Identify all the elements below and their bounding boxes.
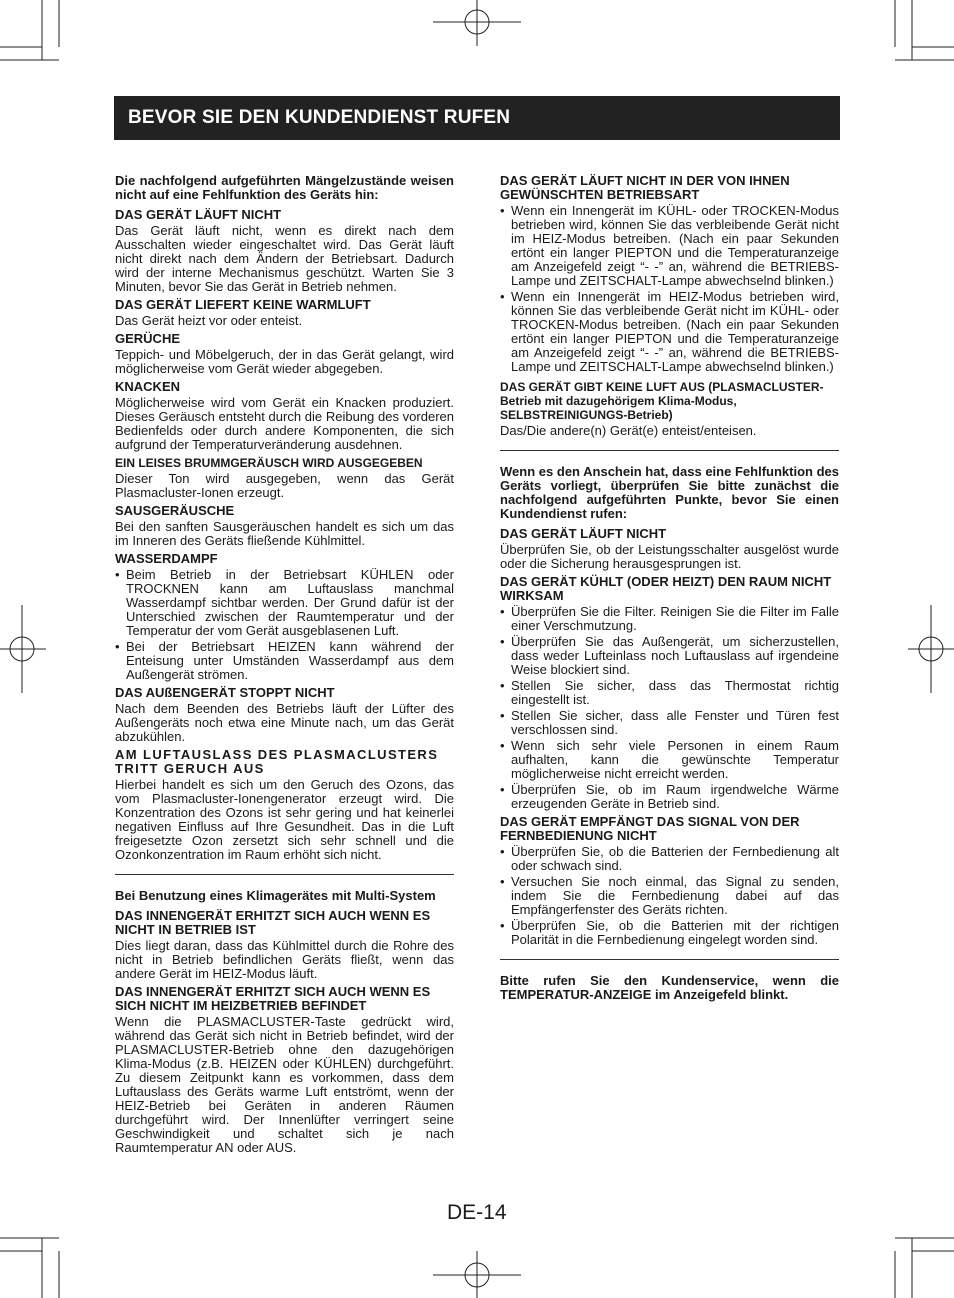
heading-outdoor-unit: DAS AUßENGERÄT STOPPT NICHT [115, 685, 335, 700]
list-item: • Überprüfen Sie, ob die Batterien mit der richtigen Polarität in die Fernbedienung eingelegt worden sind. [500, 919, 839, 947]
heading-not-running: DAS GERÄT LÄUFT NICHT [115, 207, 282, 222]
divider [115, 874, 454, 875]
list-item: • Versuchen Sie noch einmal, das Signal zu senden, indem Sie die Fernbedienung dabei auf das Empfängerfenster des Geräts richten. [500, 875, 839, 917]
list-item: • Überprüfen Sie die Filter. Reinigen Sie die Filter im Falle einer Verschmutzung. [500, 605, 839, 633]
heading-not-effective: DAS GERÄT KÜHLT (ODER HEIZT) DEN RAUM NICHT WIRKSAM [500, 574, 832, 603]
text-no-air: Das/Die andere(n) Gerät(e) enteist/enteisen. [500, 423, 757, 438]
list-item: • Wenn ein Innengerät im KÜHL- oder TROCKEN-Modus betrieben wird, können Sie das verbleibende Gerät nicht im HEIZ-Modus betreiben. (Nach ein paar Sekunden ertönt ein langer PIEPTON und die Temperaturanzeige am Anzeigefeld zeigt “- -” an, während die BETRIEBS-Lampe und ZEITSCHALT-Lampe abwechselnd blinken.) [500, 204, 839, 288]
not-effective-list [500, 605, 839, 811]
heading-wrong-mode: DAS GERÄT LÄUFT NICHT IN DER VON IHNEN GEWÜNSCHTEN BETRIEBSART [500, 173, 790, 202]
vapor-list [115, 568, 454, 682]
check-intro: Wenn es den Anschein hat, dass eine Fehlfunktion des Geräts vorliegt, überprüfen Sie bitte zunächst die nachfolgend aufgeführten Punkte, bevor Sie einen Kundendienst rufen: [500, 464, 839, 521]
text-odors: Teppich- und Möbelgeruch, der in das Gerät gelangt, wird möglicherweise vom Gerät wieder abgegeben. [115, 347, 454, 376]
heading-indoor-heats-off: DAS INNENGERÄT ERHITZT SICH AUCH WENN ES NICHT IN BETRIEB IST [115, 908, 431, 937]
heading-hissing: SAUSGERÄUSCHE [115, 503, 235, 518]
text-humming: Dieser Ton wird ausgegeben, wenn das Gerät Plasmacluster-Ionen erzeugt. [115, 471, 454, 500]
list-item: • Wenn ein Innengerät im HEIZ-Modus betrieben wird, können Sie das verbleibende Gerät nicht im KÜHL- oder TROCKEN-Modus betreiben. (Nach ein paar Sekunden ertönt ein langer PIEPTON und die Temperaturanzeige am Anzeigefeld zeigt “- -” an, während die BETRIEBS-Lampe und ZEITSCHALT-Lampe abwechselnd blinken.) [500, 290, 839, 374]
heading-no-warm-air: DAS GERÄT LIEFERT KEINE WARMLUFT [115, 297, 371, 312]
page-title: BEVOR SIE DEN KUNDENDIENST RUFEN [128, 107, 511, 128]
multi-system-intro: Bei Benutzung eines Klimagerätes mit Multi-System [115, 888, 436, 903]
list-item: • Stellen Sie sicher, dass alle Fenster und Türen fest verschlossen sind. [500, 709, 839, 737]
right-column [500, 174, 839, 1008]
intro-text: Die nachfolgend aufgeführten Mängelzustände weisen nicht auf eine Fehlfunktion des Geräts hin: [115, 173, 454, 202]
list-item: • Beim Betrieb in der Betriebsart KÜHLEN oder TROCKNEN kann am Luftauslass manchmal Wasserdampf sichtbar werden. Der Grund dafür ist der Unterschied zwischen der Raumtemperatur und der Temperatur der vom Gerät ausgeblasenen Luft. [115, 568, 454, 638]
text-cracking: Möglicherweise wird vom Gerät ein Knacken produziert. Dieses Geräusch entsteht durch die Reibung des vorderen Bedienfelds oder durch andere Komponenten, die sich aufgrund der Temperaturveränderung ausdehnen. [115, 395, 454, 452]
heading-humming: EIN LEISES BRUMMGERÄUSCH WIRD AUSGEGEBEN [115, 456, 423, 470]
list-item: • Überprüfen Sie, ob im Raum irgendwelche Wärme erzeugenden Geräte in Betrieb sind. [500, 783, 839, 811]
text-not-running-check: Überprüfen Sie, ob der Leistungsschalter ausgelöst wurde oder die Sicherung herausgesprungen ist. [500, 542, 839, 571]
text-not-running: Das Gerät läuft nicht, wenn es direkt nach dem Ausschalten wieder eingeschaltet wird. Das Gerät läuft nicht direkt nach dem Ändern der Betriebsart. Dadurch wird der interne Mechanismus geschützt. Warten Sie 3 Minuten, bevor Sie das Gerät in Betrieb nehmen. [115, 223, 454, 294]
list-item: • Bei der Betriebsart HEIZEN kann während der Enteisung unter Umständen Wasserdampf aus dem Außengerät strömen. [115, 640, 454, 682]
heading-remote-signal: DAS GERÄT EMPFÄNGT DAS SIGNAL VON DER FERNBEDIENUNG NICHT [500, 814, 800, 843]
page-number: DE-14 [447, 1201, 507, 1224]
heading-indoor-heats-not-heating: DAS INNENGERÄT ERHITZT SICH AUCH WENN ES SICH NICHT IM HEIZBETRIEB BEFINDET [115, 984, 431, 1013]
remote-signal-list [500, 845, 839, 947]
list-item: • Überprüfen Sie das Außengerät, um sicherzustellen, dass weder Lufteinlass noch Luftauslass auf irgendeine Weise blockiert sind. [500, 635, 839, 677]
wrong-mode-list [500, 204, 839, 374]
list-item: • Überprüfen Sie, ob die Batterien der Fernbedienung alt oder schwach sind. [500, 845, 839, 873]
heading-cracking: KNACKEN [115, 379, 180, 394]
text-indoor-heats-off: Dies liegt daran, dass das Kühlmittel durch die Rohre des nicht in Betrieb befindlichen Geräts fließt, wenn das andere Gerät im HEIZ-Modus läuft. [115, 938, 454, 981]
divider [500, 959, 839, 960]
list-item: • Wenn sich sehr viele Personen in einem Raum aufhalten, kann die gewünschte Temperatur möglicherweise nicht erreicht werden. [500, 739, 839, 781]
left-column [115, 174, 454, 1155]
divider [500, 450, 839, 451]
heading-not-running-check: DAS GERÄT LÄUFT NICHT [500, 526, 667, 541]
heading-no-air: DAS GERÄT GIBT KEINE LUFT AUS (PLASMACLUSTER-Betrieb mit dazugehörigem Klima-Modus, SELBSTREINIGUNGS-Betrieb) [500, 380, 824, 422]
list-item: • Stellen Sie sicher, dass das Thermostat richtig eingestellt ist. [500, 679, 839, 707]
heading-plasmacluster-odor: AM LUFTAUSLASS DES PLASMACLUSTERS TRITT GERUCH AUS [115, 747, 439, 776]
text-outdoor-unit: Nach dem Beenden des Betriebs läuft der Lüfter des Außengeräts noch etwa eine Minute nach, um das Gerät abzukühlen. [115, 701, 454, 744]
heading-odors: GERÜCHE [115, 331, 181, 346]
text-indoor-heats-not-heating: Wenn die PLASMACLUSTER-Taste gedrückt wird, während das Gerät sich nicht in Betrieb befindet, wird der PLASMACLUSTER-Betrieb ohne den dazugehörigen Klima-Modus (z.B. HEIZEN oder KÜHLEN) durchgeführt. Zu diesem Zeitpunkt kann es vorkommen, dass dem Luftauslass des Geräts warme Luft entströmt, wenn der HEIZ-Betrieb bei Geräten in anderen Räumen durchgeführt wird. Der Innenlüfter verringert seine Geschwindigkeit und schaltet sich je nach Raumtemperatur AN oder AUS. [115, 1014, 454, 1155]
heading-vapor: WASSERDAMPF [115, 551, 218, 566]
text-no-warm-air: Das Gerät heizt vor oder enteist. [115, 313, 303, 328]
section-banner [114, 96, 840, 140]
text-plasmacluster-odor: Hierbei handelt es sich um den Geruch des Ozons, das vom Plasmacluster-Ionengenerator erzeugt wird. Die Konzentration des Ozons ist sehr gering und hat keinerlei negativen Einfluss auf Ihre Gesundheit. Das in die Luft freigesetzte Ozon zersetzt sich sehr schnell und die Ozonkonzentration im Raum erhöht sich nicht. [115, 777, 454, 862]
final-note: Bitte rufen Sie den Kundenservice, wenn die TEMPERATUR-ANZEIGE im Anzeigefeld blinkt. [500, 973, 839, 1002]
text-hissing: Bei den sanften Sausgeräuschen handelt es sich um das im Inneren des Geräts fließende Kühlmittel. [115, 519, 454, 548]
